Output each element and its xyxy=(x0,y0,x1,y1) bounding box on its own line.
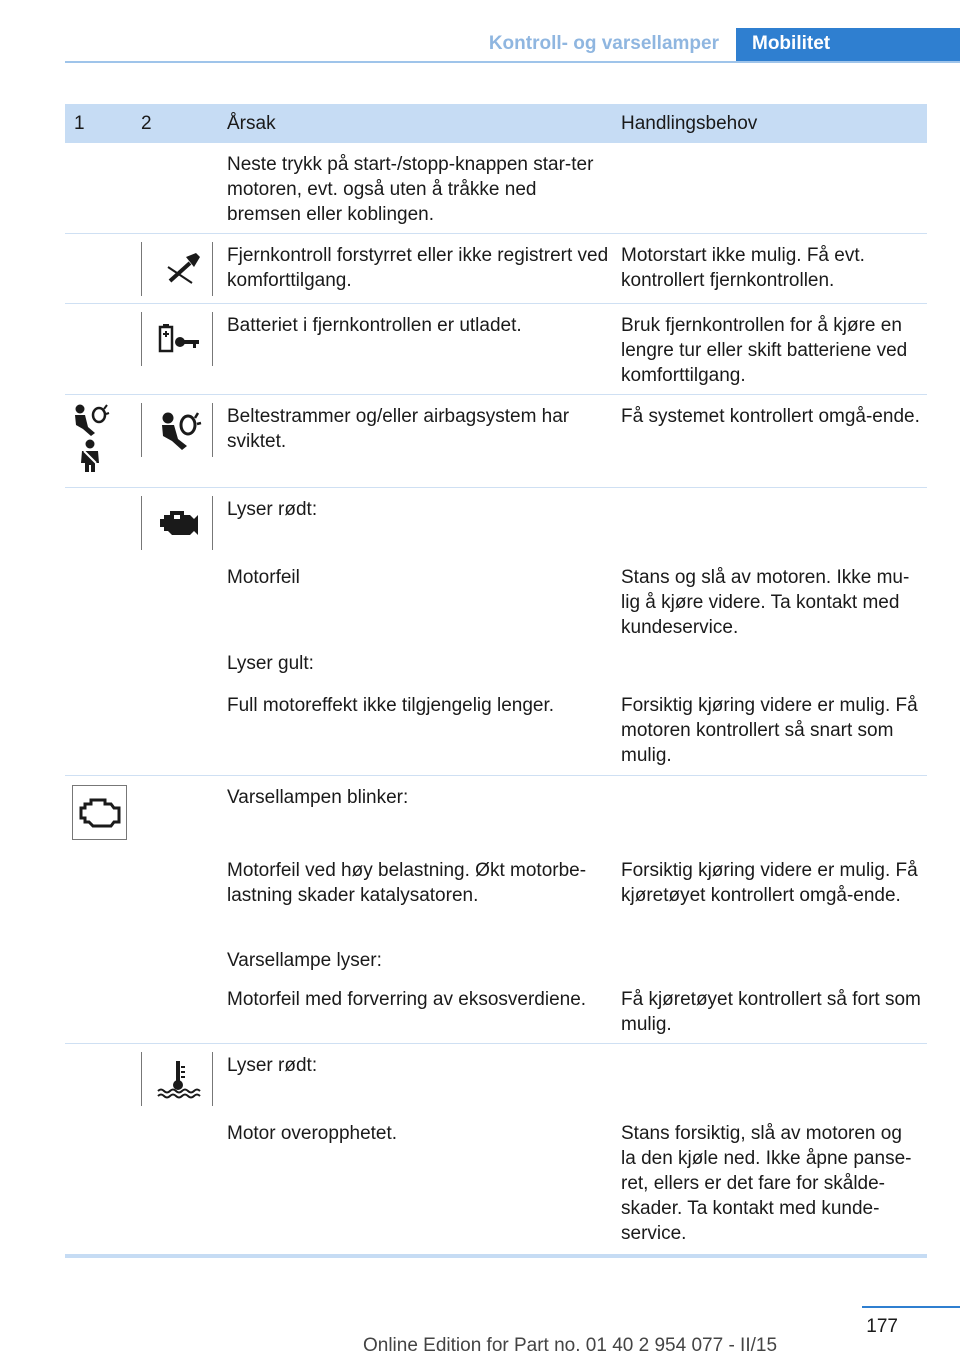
reason-text: Neste trykk på start-/stopp-knappen star-ter motoren, evt. også uten å tråkke ned bremsen eller koblingen. xyxy=(227,154,594,225)
reason-text: Beltestrammer og/eller airbagsystem har sviktet. xyxy=(227,406,570,452)
footer-accent-line xyxy=(862,1306,960,1308)
col-header-reason: Årsak xyxy=(227,113,276,134)
reason-text: Lyser rødt: xyxy=(227,1055,318,1076)
reason-text: Lyser rødt: xyxy=(227,499,318,520)
table-header xyxy=(65,104,927,143)
table-row xyxy=(65,234,927,304)
seatbelt-icon xyxy=(77,439,103,473)
remote-key-disturbed-icon xyxy=(141,242,213,296)
reason-text: Motorfeil med forverring av eksosverdiene. xyxy=(227,989,587,1010)
table-row xyxy=(65,304,927,395)
reason-text: Varsellampen blinker: xyxy=(227,787,409,808)
action-text: Stans forsiktig, slå av motoren og la den kjøle ned. Ikke åpne panse-ret, ellers er det fare for skålde-skader. Ta kontakt med kunde-service. xyxy=(621,1123,912,1244)
table-row xyxy=(65,143,927,234)
reason-text: Full motoreffekt ikke tilgjengelig lenger. xyxy=(227,695,555,716)
reason-text: Motorfeil xyxy=(227,567,300,588)
reason-text: Motor overopphetet. xyxy=(227,1123,398,1144)
engine-icon xyxy=(141,496,213,550)
page-number: 177 xyxy=(866,1316,898,1337)
table-row xyxy=(65,1044,927,1258)
action-text: Motorstart ikke mulig. Få evt. kontrollert fjernkontrollen. xyxy=(621,245,865,291)
chapter-tab: Mobilitet xyxy=(736,28,960,61)
warning-lights-table xyxy=(65,104,927,1258)
reason-text: Varsellampe lyser: xyxy=(227,950,382,971)
col-header-1: 1 xyxy=(74,113,85,134)
page-header xyxy=(65,28,960,63)
action-text: Stans og slå av motoren. Ikke mu-lig å kjøre videre. Ta kontakt med kundeservice. xyxy=(621,567,910,638)
action-text: Forsiktig kjøring videre er mulig. Få kjøretøyet kontrollert omgå-ende. xyxy=(621,860,918,906)
coolant-temperature-icon xyxy=(141,1052,213,1106)
edition-footer: Online Edition for Part no. 01 40 2 954 077 - II/15 xyxy=(362,1335,778,1356)
section-title: Kontroll- og varsellamper xyxy=(488,33,719,54)
reason-text: Fjernkontroll forstyrret eller ikke registrert ved komforttilgang. xyxy=(227,245,609,291)
table-row xyxy=(65,395,927,488)
table-row xyxy=(65,776,927,1044)
airbag-icon xyxy=(71,403,111,439)
col-header-action: Handlingsbehov xyxy=(621,113,758,134)
reason-text: Lyser gult: xyxy=(227,653,314,674)
airbag-icon xyxy=(141,403,213,457)
remote-key-battery-icon xyxy=(141,312,213,366)
action-text: Bruk fjernkontrollen for å kjøre en lengre tur eller skift batteriene ved komforttilgang. xyxy=(621,315,908,386)
action-text: Få kjøretøyet kontrollert så fort som mulig. xyxy=(621,989,921,1035)
action-text: Forsiktig kjøring videre er mulig. Få motoren kontrollert så snart som mulig. xyxy=(621,695,918,766)
action-text: Få systemet kontrollert omgå-ende. xyxy=(621,406,920,427)
engine-check-icon xyxy=(72,785,127,840)
col-header-2: 2 xyxy=(141,113,152,134)
reason-text: Motorfeil ved høy belastning. Økt motorbe-lastning skader katalysatoren. xyxy=(227,860,587,906)
reason-text: Batteriet i fjernkontrollen er utladet. xyxy=(227,315,522,336)
table-row xyxy=(65,488,927,776)
